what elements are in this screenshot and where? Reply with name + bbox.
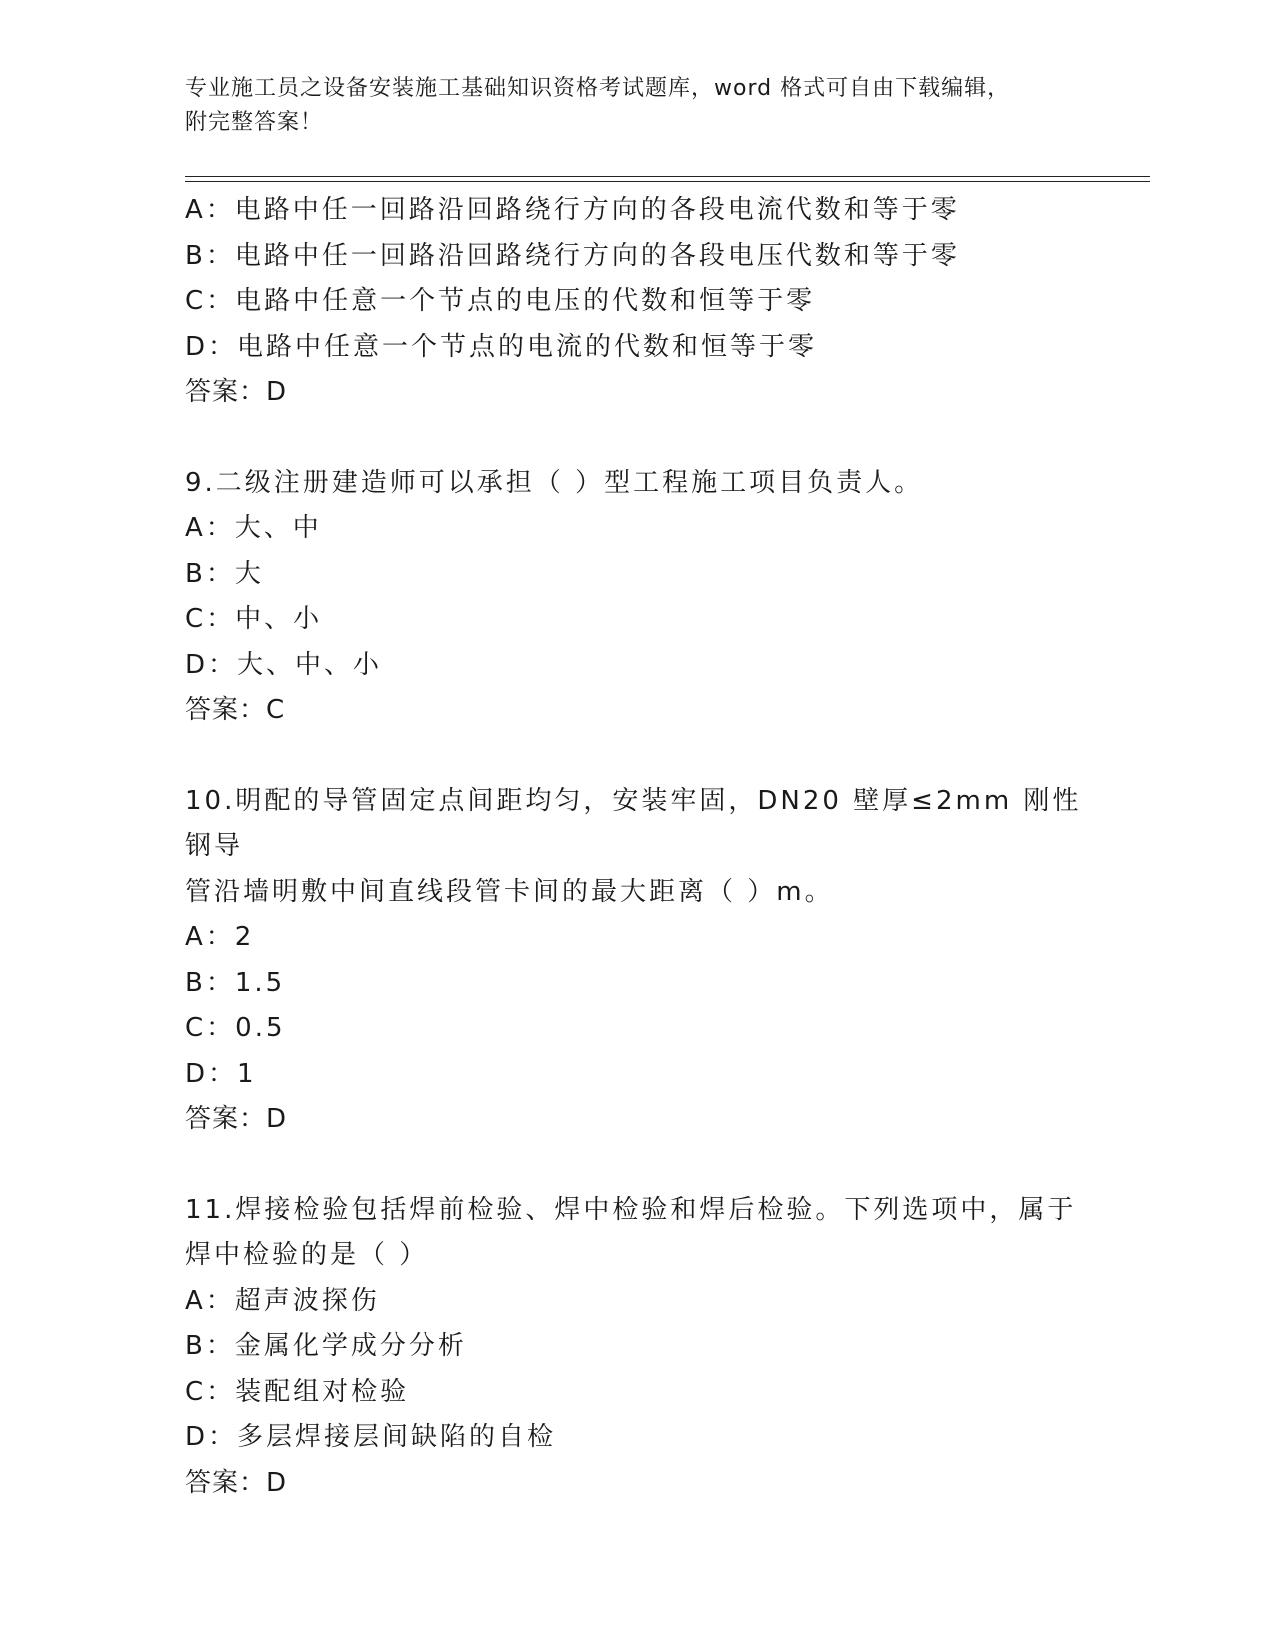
spacer	[185, 1143, 1085, 1188]
option-a: A：2	[185, 922, 255, 952]
option-d: D：多层焊接层间缺陷的自检	[185, 1422, 557, 1452]
option-c: C：装配组对检验	[185, 1376, 410, 1407]
header-double-rule	[185, 176, 1150, 182]
option-c: C：中、小	[185, 604, 323, 634]
answer-line: 答案：D	[185, 377, 288, 407]
question-stem: 9.二级注册建造师可以承担（ ）型工程施工项目负责人。	[185, 467, 924, 498]
answer-line: 答案：C	[185, 695, 286, 725]
option-c: C：0.5	[185, 1013, 286, 1043]
header-line-2: 附完整答案！	[185, 110, 324, 135]
question-11	[185, 1188, 1085, 1507]
option-b: B：金属化学成分分析	[185, 1331, 467, 1361]
answer-line: 答案：D	[185, 1467, 288, 1498]
option-d: D：大、中、小	[185, 649, 383, 680]
option-a: A：电路中任一回路沿回路绕行方向的各段电流代数和等于零	[185, 195, 960, 225]
option-b: B：电路中任一回路沿回路绕行方向的各段电压代数和等于零	[185, 240, 960, 271]
header-line-1: 专业施工员之设备安装施工基础知识资格考试题库，word 格式可自由下载编辑，	[185, 76, 1011, 101]
option-c: C：电路中任意一个节点的电压的代数和恒等于零	[185, 286, 816, 316]
question-stem-line-2: 焊中检验的是（ ）	[185, 1240, 429, 1270]
option-b: B：1.5	[185, 967, 286, 998]
document-header	[185, 72, 1065, 140]
spacer	[185, 416, 1085, 461]
question-stem-line-2: 管沿墙明敷中间直线段管卡间的最大距离（ ）m。	[185, 876, 834, 907]
question-list	[185, 188, 1085, 1506]
option-d: D：1	[185, 1058, 257, 1089]
option-a: A：大、中	[185, 513, 322, 543]
option-d: D：电路中任意一个节点的电流的代数和恒等于零	[185, 331, 818, 362]
question-stem-line-1: 11.焊接检验包括焊前检验、焊中检验和焊后检验。下列选项中，属于	[185, 1194, 1077, 1225]
option-b: B：大	[185, 558, 264, 589]
question-10	[185, 779, 1085, 1143]
question-9	[185, 461, 1085, 734]
option-a: A：超声波探伤	[185, 1285, 380, 1316]
spacer	[185, 734, 1085, 779]
question-stem-line-1: 10.明配的导管固定点间距均匀，安装牢固，DN20 壁厚≤2mm 刚性钢导	[185, 785, 1082, 861]
answer-line: 答案：D	[185, 1104, 288, 1134]
question-8	[185, 188, 1085, 416]
